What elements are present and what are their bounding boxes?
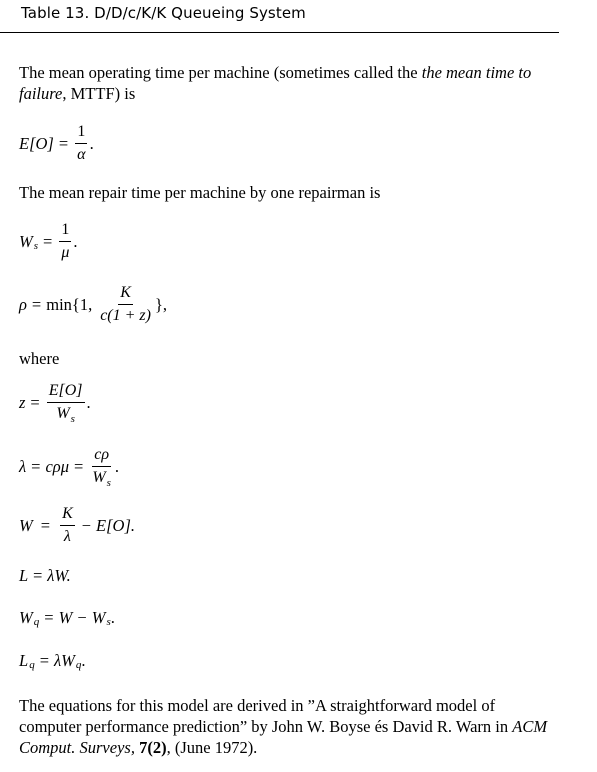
numerator: K xyxy=(60,506,75,526)
minus-sign: − xyxy=(81,515,92,535)
eq-lhs: L xyxy=(19,651,29,670)
eq-middle: cρμ xyxy=(45,456,69,476)
repair-paragraph: The mean repair time per machine by one repairman is xyxy=(19,183,381,202)
fraction xyxy=(60,506,75,545)
eq-end: . xyxy=(81,651,86,670)
equation-z xyxy=(19,382,91,425)
denominator-base: W xyxy=(92,469,106,486)
eq-rhs-subscript: s xyxy=(106,616,111,628)
denominator-subscript: s xyxy=(106,477,111,489)
eq-lhs: λ xyxy=(19,456,27,476)
fraction xyxy=(47,382,85,425)
mttf-intro-prefix: The mean operating time per machine (sometimes called the xyxy=(19,63,422,82)
header-rule xyxy=(0,32,559,33)
numerator: 1 xyxy=(59,222,71,242)
denominator: λ xyxy=(63,528,71,545)
equation-mean-repair-time xyxy=(19,222,78,261)
eq-end: }, xyxy=(154,294,168,314)
eq-end: . xyxy=(86,392,91,412)
reference-suffix: , (June 1972). xyxy=(166,738,258,757)
eq-lhs-subscript: q xyxy=(29,659,35,671)
equation-lambda xyxy=(19,446,120,489)
eq-end: . xyxy=(110,608,115,627)
eq-rhs: λW xyxy=(54,651,75,670)
numerator: cρ xyxy=(92,447,111,467)
eq-end: . xyxy=(114,456,120,476)
equation-utilization xyxy=(19,285,167,324)
equation-wq xyxy=(19,608,115,628)
reference-prefix: The equations for this model are derived in ”A straightforward model of computer performance prediction” by John W. Boyse és David R. Warn in xyxy=(19,696,513,736)
fraction xyxy=(75,124,87,163)
fraction xyxy=(59,222,71,261)
mttf-term: the mean time to failure xyxy=(19,63,532,103)
equation-mean-operating-time xyxy=(19,124,94,163)
numerator: E[O] xyxy=(47,383,85,403)
eq-end: . xyxy=(73,231,78,251)
mttf-paragraph xyxy=(19,62,561,104)
equals-sign: = xyxy=(39,651,49,670)
equals-sign: = xyxy=(44,608,54,627)
equation-l: L = λW. xyxy=(19,566,71,585)
equals-sign: = xyxy=(40,515,51,535)
equals-sign: = xyxy=(74,456,84,476)
equation-lq xyxy=(19,651,86,671)
min-expression: min{1, xyxy=(46,294,93,314)
reference-volume: 7(2) xyxy=(139,738,167,757)
eq-lhs: W xyxy=(19,231,33,251)
denominator-subscript: s xyxy=(70,413,75,425)
eq-end: . xyxy=(89,133,94,153)
denominator xyxy=(90,467,113,489)
equals-sign: = xyxy=(30,392,40,412)
reference-paragraph xyxy=(19,695,561,758)
mttf-intro-suffix: , MTTF) is xyxy=(62,84,136,103)
eq-lhs-subscript: s xyxy=(33,239,39,252)
equals-sign: = xyxy=(43,231,53,251)
eq-rhs-subscript: q xyxy=(75,659,82,671)
eq-lhs-subscript: q xyxy=(33,616,40,628)
denominator: c(1 + z) xyxy=(100,307,151,324)
denominator: μ xyxy=(61,244,70,261)
numerator: 1 xyxy=(75,124,87,144)
reference-journal: ACM Comput. Surveys, xyxy=(19,717,548,757)
numerator: K xyxy=(118,285,133,305)
eq-tail: E[O]. xyxy=(96,515,136,535)
eq-lhs: z xyxy=(19,392,26,412)
equation-w xyxy=(19,506,135,545)
eq-lhs: W xyxy=(19,515,33,535)
table-title: Table 13. D/D/c/K/K Queueing System xyxy=(21,4,306,22)
equals-sign: = xyxy=(31,456,41,476)
eq-lhs: ρ xyxy=(19,294,27,314)
where-label: where xyxy=(19,349,60,368)
equals-sign: = xyxy=(58,133,69,153)
fraction xyxy=(98,285,153,324)
denominator-base: W xyxy=(56,405,70,422)
denominator: α xyxy=(77,146,86,163)
eq-lhs: E[O] xyxy=(19,133,54,153)
equals-sign: = xyxy=(31,294,42,314)
eq-rhs: W − W xyxy=(58,608,106,627)
fraction xyxy=(90,446,113,489)
eq-lhs: W xyxy=(19,608,33,627)
denominator xyxy=(54,403,77,425)
